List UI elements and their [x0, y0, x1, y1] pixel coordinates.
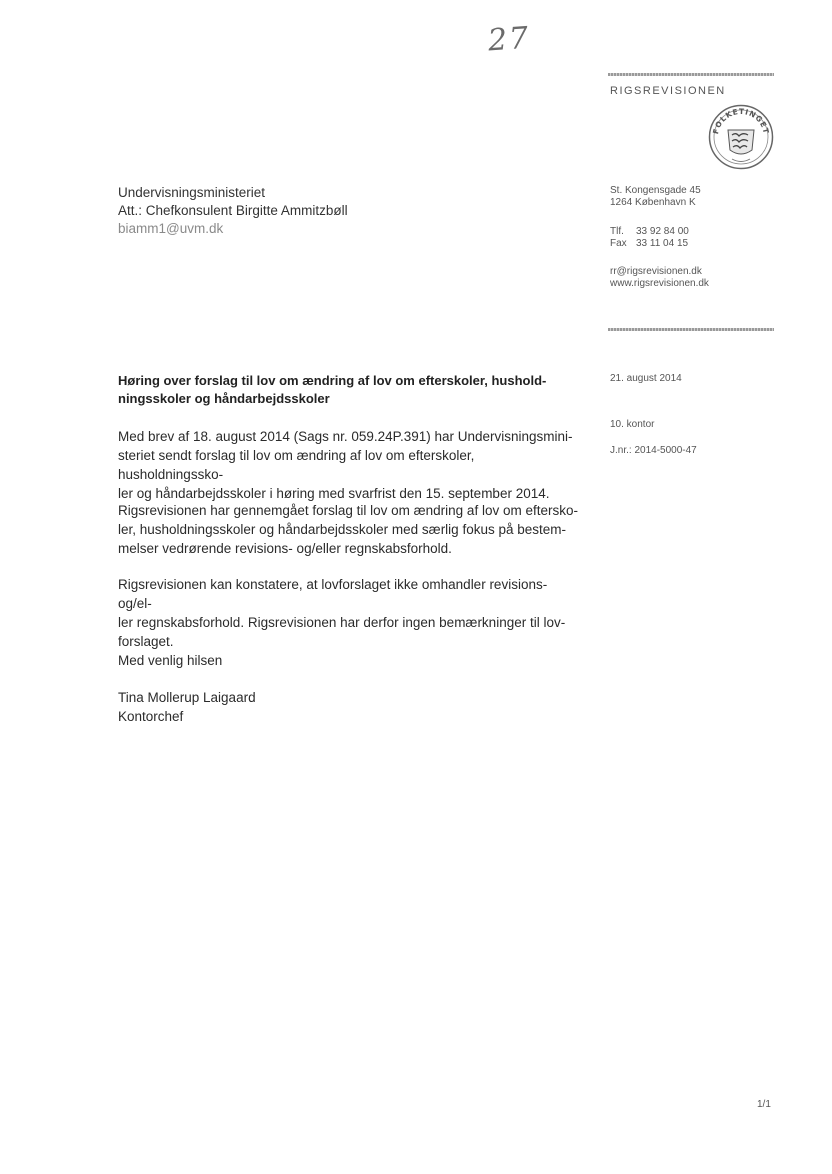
- handwritten-page-number: 27: [486, 20, 532, 59]
- recipient-email-link[interactable]: biamm1@uvm.dk: [118, 221, 224, 236]
- page-indicator: 1/1: [757, 1099, 771, 1110]
- org-contact-phone: [610, 226, 689, 250]
- fax-value: 33 11 04 15: [636, 238, 689, 249]
- letterhead-rule-top: [608, 73, 774, 76]
- journal-number: J.nr.: 2014-5000-47: [610, 445, 697, 456]
- address-street: St. Kongensgade 45: [610, 185, 701, 196]
- signature-title: Kontorchef: [118, 709, 184, 724]
- subject-heading: [118, 372, 578, 408]
- svg-text:FOLKETINGET: FOLKETINGET: [711, 106, 771, 135]
- paragraph-line: forslaget.: [118, 634, 174, 649]
- org-address: [610, 185, 701, 209]
- phone-label: Tlf.: [610, 226, 624, 237]
- paragraph-line: steriet sendt forslag til lov om ændring af lov om efterskoler, husholdningssko-: [118, 448, 475, 482]
- paragraph-line: melser vedrørende revisions- og/eller regnskabsforhold.: [118, 541, 452, 556]
- recipient-org: Undervisningsministeriet: [118, 185, 266, 200]
- recipient-attention: Att.: Chefkonsulent Birgitte Ammitzbøll: [118, 203, 348, 218]
- org-website-link[interactable]: www.rigsrevisionen.dk: [610, 278, 709, 289]
- subject-line: ningsskoler og håndarbejdsskoler: [118, 391, 330, 406]
- paragraph-line: Rigsrevisionen kan konstatere, at lovforslaget ikke omhandler revisions- og/el-: [118, 577, 548, 611]
- signature-block: [118, 688, 578, 726]
- signature-name: Tina Mollerup Laigaard: [118, 690, 256, 705]
- closing-greeting: Med venlig hilsen: [118, 653, 223, 668]
- phone-value: 33 92 84 00: [636, 226, 689, 237]
- letter-date: 21. august 2014: [610, 373, 682, 384]
- paragraph-line: ler og håndarbejdsskoler i høring med svarfrist den 15. september 2014.: [118, 486, 550, 501]
- address-city: 1264 København K: [610, 197, 696, 208]
- org-email-link[interactable]: rr@rigsrevisionen.dk: [610, 266, 702, 277]
- paragraph-line: ler, husholdningsskoler og håndarbejdsskoler med særlig fokus på bestem-: [118, 522, 566, 537]
- folketinget-seal-icon: [708, 104, 774, 170]
- paragraph-line: ler regnskabsforhold. Rigsrevisionen har derfor ingen bemærkninger til lov-: [118, 615, 566, 630]
- paragraph-line: Med brev af 18. august 2014 (Sags nr. 059.24P.391) har Undervisningsmini-: [118, 429, 573, 444]
- org-contact-web: [610, 266, 709, 290]
- org-name: RIGSREVISIONEN: [610, 85, 726, 97]
- recipient-block: [118, 184, 348, 238]
- subject-line: Høring over forslag til lov om ændring af lov om efterskoler, hushold-: [118, 373, 547, 388]
- paragraph-1: [118, 427, 578, 503]
- paragraph-3: [118, 575, 578, 651]
- letterhead-rule-bottom: [608, 328, 774, 331]
- office-number: 10. kontor: [610, 419, 655, 430]
- paragraph-2: [118, 501, 578, 558]
- fax-label: Fax: [610, 238, 627, 249]
- paragraph-line: Rigsrevisionen har gennemgået forslag til lov om ændring af lov om eftersko-: [118, 503, 578, 518]
